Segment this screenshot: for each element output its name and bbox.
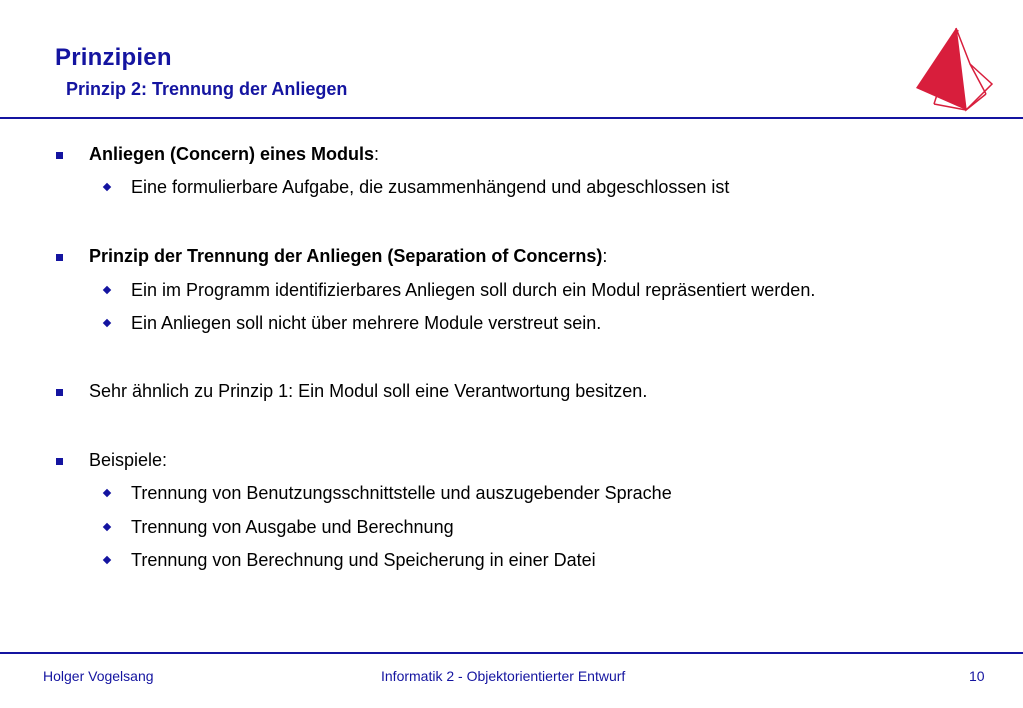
diamond-bullet-icon xyxy=(103,286,111,294)
footer-course: Informatik 2 - Objektorientierter Entwurf xyxy=(381,668,626,684)
bullet-separation-of-concerns xyxy=(89,246,607,267)
slide-subtitle: Prinzip 2: Trennung der Anliegen xyxy=(66,79,348,99)
sub-bullet-text: Trennung von Ausgabe und Berechnung xyxy=(131,517,454,537)
square-bullet-icon xyxy=(56,152,63,159)
bullet-examples xyxy=(89,450,167,471)
sub-bullet xyxy=(131,177,729,198)
diamond-bullet-icon xyxy=(103,523,111,531)
bullet-bold-text: Prinzip der Trennung der Anliegen (Separation of Concerns) xyxy=(89,246,603,266)
sub-bullet xyxy=(131,517,454,538)
sub-bullet-text: Trennung von Berechnung und Speicherung in einer Datei xyxy=(131,550,596,570)
sub-bullet xyxy=(131,313,601,334)
diamond-bullet-icon xyxy=(103,489,111,497)
bullet-text: Beispiele: xyxy=(89,450,168,470)
slide-title: Prinzipien xyxy=(55,44,172,71)
sub-bullet-text: Trennung von Benutzungsschnittstelle und auszugebender Sprache xyxy=(131,483,672,503)
footer-page-number: 10 xyxy=(969,668,985,684)
square-bullet-icon xyxy=(56,254,63,261)
sub-bullet-text: Ein Anliegen soll nicht über mehrere Module verstreut sein. xyxy=(131,313,602,333)
bullet-concern xyxy=(89,144,379,165)
bullet-similar-principle xyxy=(89,381,647,402)
bullet-suffix: : xyxy=(602,246,608,266)
diamond-bullet-icon xyxy=(103,183,111,191)
sub-bullet-text: Ein im Programm identifizierbares Anliegen soll durch ein Modul repräsentiert werden. xyxy=(131,280,816,300)
diamond-bullet-icon xyxy=(103,319,111,327)
square-bullet-icon xyxy=(56,389,63,396)
diamond-bullet-icon xyxy=(103,556,111,564)
footer-divider xyxy=(0,652,1023,654)
bullet-bold-text: Anliegen (Concern) eines Moduls xyxy=(89,144,375,164)
bullet-text: Sehr ähnlich zu Prinzip 1: Ein Modul soll eine Verantwortung besitzen. xyxy=(89,381,648,401)
sub-bullet xyxy=(131,550,596,571)
sub-bullet xyxy=(131,483,672,504)
footer-author: Holger Vogelsang xyxy=(43,668,154,684)
bullet-suffix: : xyxy=(374,144,380,164)
sub-bullet xyxy=(131,280,815,301)
square-bullet-icon xyxy=(56,458,63,465)
sub-bullet-text: Eine formulierbare Aufgabe, die zusammenhängend und abgeschlossen ist xyxy=(131,177,730,197)
